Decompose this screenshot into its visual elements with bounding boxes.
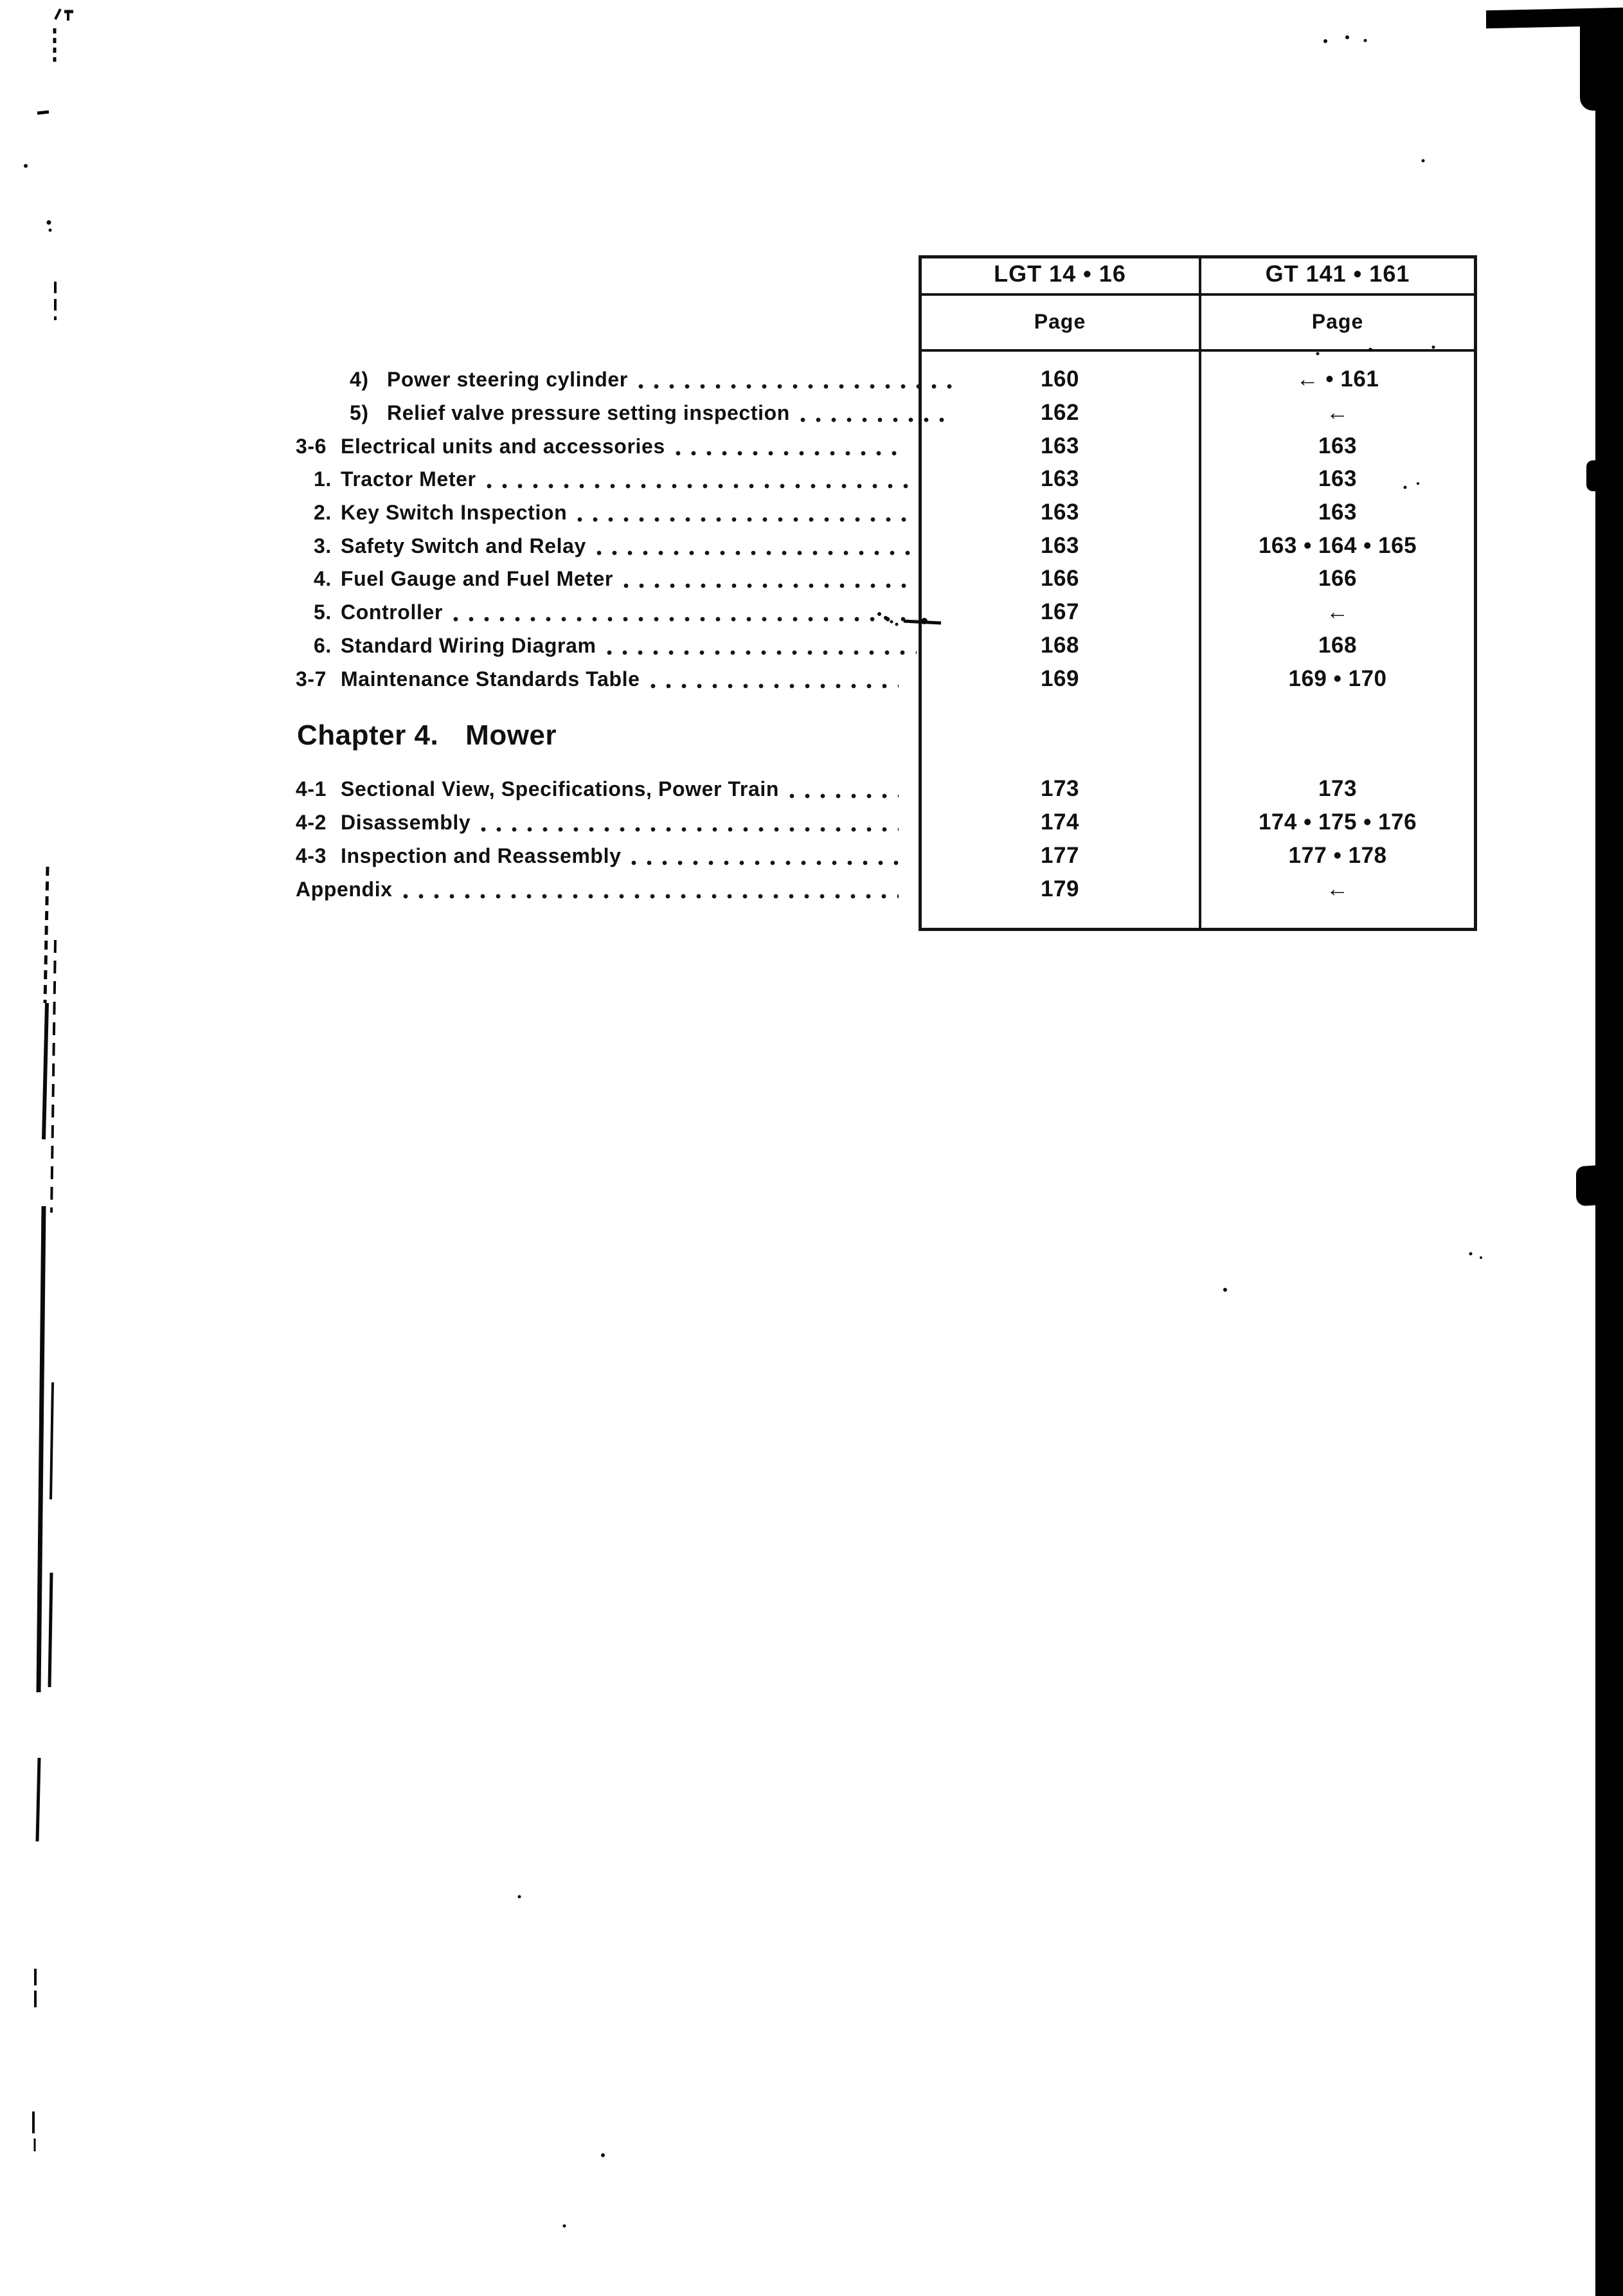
toc-item-number: 4-3 bbox=[296, 844, 327, 867]
page-number: 177 bbox=[1041, 843, 1079, 868]
page-number: 174 • 175 • 176 bbox=[1258, 809, 1417, 835]
chapter-title: Mower bbox=[465, 719, 557, 751]
page-number: 173 bbox=[1041, 776, 1079, 801]
scan-edge-tab bbox=[1586, 460, 1623, 491]
page-number: 169 • 170 bbox=[1288, 666, 1387, 691]
table-header-model-lgt: LGT 14 • 16 bbox=[994, 260, 1126, 287]
table-header-page-lgt: Page bbox=[1034, 310, 1086, 333]
toc-row bbox=[296, 629, 917, 662]
toc-row bbox=[296, 462, 917, 496]
toc-item-title: Inspection and Reassembly bbox=[341, 844, 622, 867]
page-number: 163 bbox=[1318, 500, 1357, 525]
toc-item-number: 4-2 bbox=[296, 810, 327, 834]
page-number: 167 bbox=[1041, 599, 1079, 624]
table-header-model-gt: GT 141 • 161 bbox=[1265, 260, 1410, 287]
page-number: 169 bbox=[1041, 666, 1079, 691]
toc-item-title: Disassembly bbox=[341, 810, 471, 834]
toc-item-title: Electrical units and accessories bbox=[341, 434, 665, 458]
page-number: ← • 161 bbox=[1296, 366, 1379, 392]
page-number: 168 bbox=[1318, 633, 1357, 658]
page-number: 162 bbox=[1041, 400, 1079, 425]
leader-dots bbox=[789, 793, 899, 799]
toc-row bbox=[296, 562, 917, 595]
table-header-rule bbox=[919, 293, 1477, 296]
toc-item-number: 6. bbox=[314, 633, 332, 657]
toc-item-number: 4. bbox=[314, 566, 332, 590]
page-number: ← bbox=[1326, 599, 1349, 624]
leader-dots bbox=[487, 484, 917, 489]
chapter-number: Chapter 4. bbox=[297, 719, 439, 751]
page-number: 166 bbox=[1318, 566, 1357, 591]
toc-item-title: Maintenance Standards Table bbox=[341, 667, 640, 691]
toc-row bbox=[296, 363, 953, 396]
toc-item-title: Controller bbox=[341, 600, 443, 624]
leader-dots bbox=[631, 860, 899, 866]
toc-item-number: 1. bbox=[314, 467, 332, 491]
toc-item-title: Power steering cylinder bbox=[387, 367, 628, 391]
toc-item-title: Appendix bbox=[296, 877, 393, 901]
toc-row bbox=[296, 772, 899, 806]
leader-dots bbox=[481, 827, 899, 833]
toc-item-number: 5) bbox=[350, 401, 369, 424]
toc-item-title: Relief valve pressure setting inspection bbox=[387, 401, 790, 424]
toc-row bbox=[296, 396, 953, 429]
page-number: 174 bbox=[1041, 809, 1079, 835]
page-number: 166 bbox=[1041, 566, 1079, 591]
toc-item-title: Fuel Gauge and Fuel Meter bbox=[341, 566, 613, 590]
table-header-page-gt: Page bbox=[1311, 310, 1364, 333]
toc-item-title: Key Switch Inspection bbox=[341, 500, 568, 524]
toc-row bbox=[296, 529, 917, 563]
toc-row bbox=[296, 595, 917, 629]
toc-item-number: 4) bbox=[350, 367, 369, 391]
page-number: ← bbox=[1326, 876, 1349, 901]
leader-dots bbox=[623, 583, 917, 589]
toc-item-title: Standard Wiring Diagram bbox=[341, 633, 596, 657]
table-subheader-rule bbox=[919, 349, 1477, 352]
scan-edge-corner bbox=[1580, 17, 1623, 111]
page-number: 177 • 178 bbox=[1288, 843, 1387, 868]
toc-item-number: 3-6 bbox=[296, 434, 327, 458]
page-number: 179 bbox=[1041, 876, 1079, 901]
leader-dots bbox=[403, 894, 899, 899]
page-number: 168 bbox=[1041, 633, 1079, 658]
toc-item-title: Safety Switch and Relay bbox=[341, 534, 586, 557]
toc-item-number: 4-1 bbox=[296, 777, 327, 800]
chapter-heading bbox=[297, 718, 557, 754]
page-number: 160 bbox=[1041, 366, 1079, 392]
toc-row bbox=[296, 429, 899, 463]
toc-row bbox=[296, 872, 899, 906]
toc-item-number: 2. bbox=[314, 500, 332, 524]
toc-row bbox=[296, 839, 899, 872]
toc-item-number: 3. bbox=[314, 534, 332, 557]
toc-row bbox=[296, 662, 899, 696]
leader-dots bbox=[453, 617, 917, 622]
page-number: 163 bbox=[1041, 466, 1079, 491]
toc-item-number: 3-7 bbox=[296, 667, 327, 691]
page-number: 173 bbox=[1318, 776, 1357, 801]
scan-edge-band bbox=[1595, 14, 1623, 2296]
toc-item-title: Sectional View, Specifications, Power Train bbox=[341, 777, 780, 800]
page-number: 163 bbox=[1318, 433, 1357, 458]
leader-dots bbox=[577, 517, 917, 523]
leader-dots bbox=[676, 451, 899, 456]
page-number: 163 • 164 • 165 bbox=[1258, 533, 1417, 558]
toc-item-number: 5. bbox=[314, 600, 332, 624]
toc-item-title: Tractor Meter bbox=[341, 467, 476, 491]
page-number: 163 bbox=[1041, 433, 1079, 458]
leader-dots bbox=[650, 683, 899, 689]
leader-dots bbox=[596, 550, 917, 556]
page-number: 163 bbox=[1041, 533, 1079, 558]
scan-edge-tab bbox=[1576, 1163, 1623, 1206]
page-number: 163 bbox=[1041, 500, 1079, 525]
toc-row bbox=[296, 496, 917, 529]
leader-dots bbox=[607, 650, 917, 656]
page-number: ← bbox=[1326, 400, 1349, 425]
toc-row bbox=[296, 806, 899, 839]
page-number: 163 bbox=[1318, 466, 1357, 491]
leader-dots bbox=[638, 384, 953, 390]
